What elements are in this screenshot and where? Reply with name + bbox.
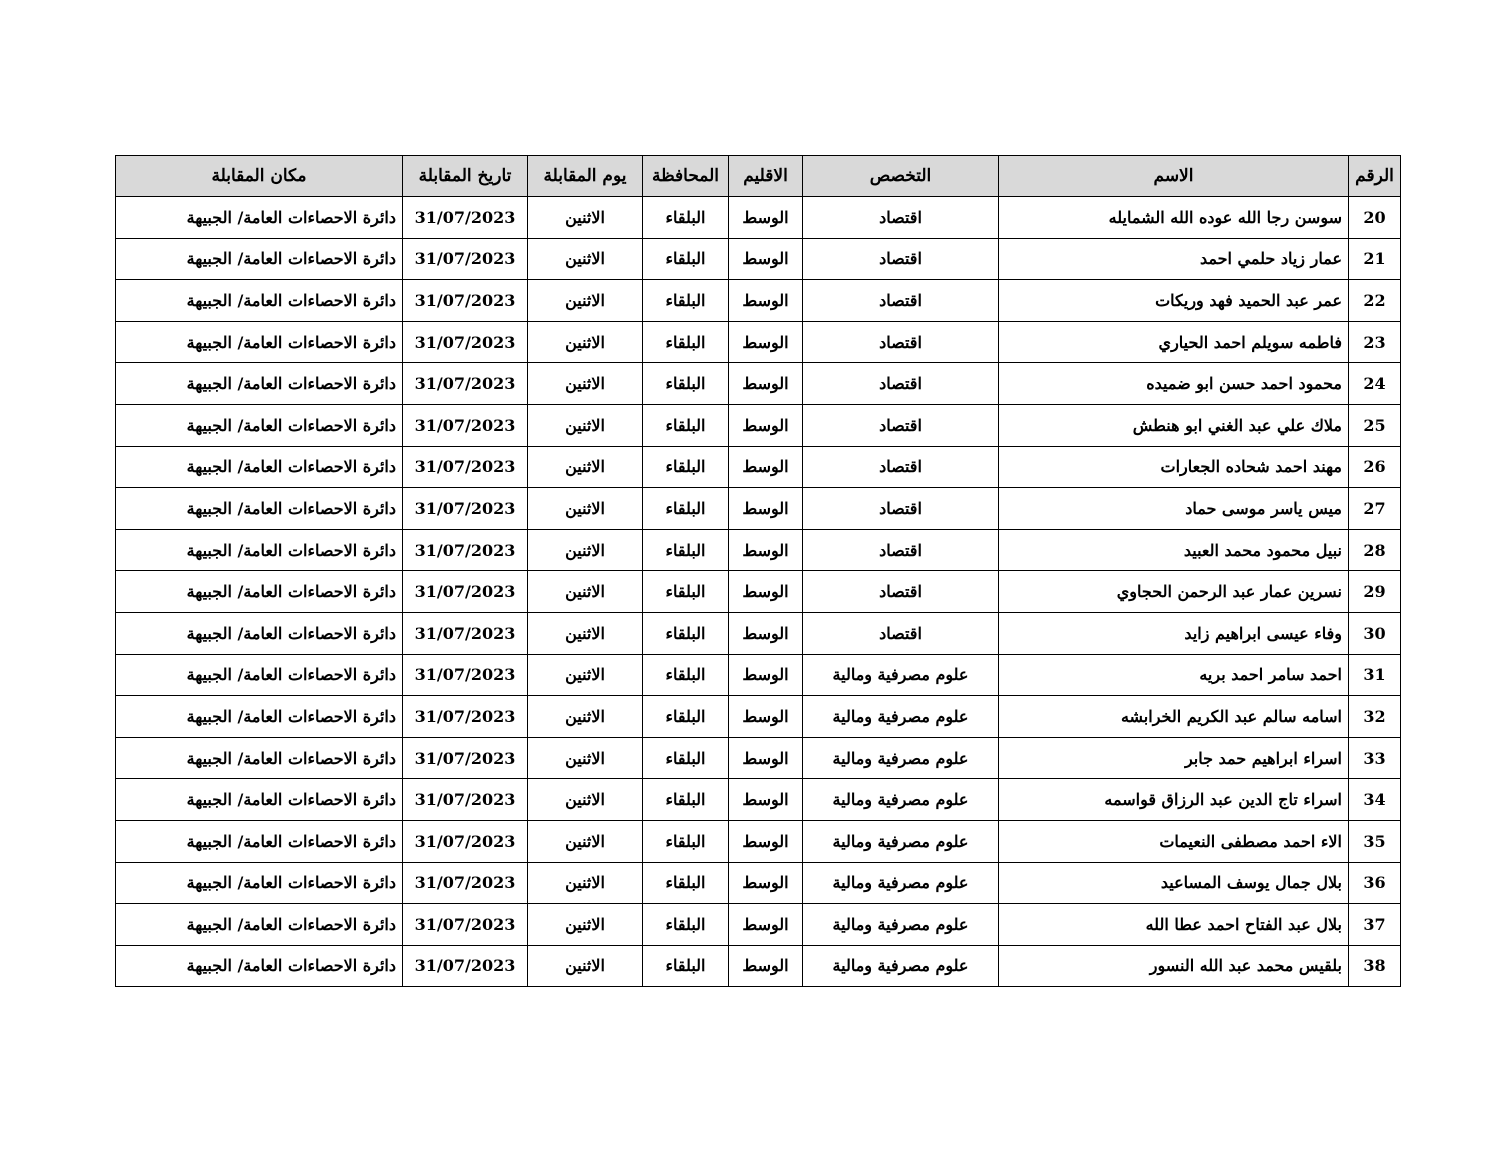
cell-governorate: البلقاء bbox=[643, 363, 729, 405]
table-row bbox=[116, 238, 1401, 280]
cell-governorate: البلقاء bbox=[643, 945, 729, 987]
cell-date: 31/07/2023 bbox=[403, 737, 528, 779]
cell-specialization: اقتصاد bbox=[803, 280, 999, 322]
table-row bbox=[116, 904, 1401, 946]
cell-region: الوسط bbox=[729, 488, 803, 530]
cell-region: الوسط bbox=[729, 904, 803, 946]
cell-date: 31/07/2023 bbox=[403, 904, 528, 946]
cell-date: 31/07/2023 bbox=[403, 321, 528, 363]
cell-place: دائرة الاحصاءات العامة/ الجبيهة bbox=[116, 363, 403, 405]
table-header-row bbox=[116, 156, 1401, 197]
table-row bbox=[116, 612, 1401, 654]
cell-name: محمود احمد حسن ابو ضميده bbox=[999, 363, 1349, 405]
cell-date: 31/07/2023 bbox=[403, 654, 528, 696]
cell-specialization: اقتصاد bbox=[803, 238, 999, 280]
cell-num: 27 bbox=[1349, 488, 1401, 530]
cell-day: الاثنين bbox=[528, 696, 643, 738]
cell-place: دائرة الاحصاءات العامة/ الجبيهة bbox=[116, 488, 403, 530]
cell-day: الاثنين bbox=[528, 737, 643, 779]
cell-date: 31/07/2023 bbox=[403, 238, 528, 280]
cell-region: الوسط bbox=[729, 571, 803, 613]
header-place: مكان المقابلة bbox=[116, 156, 403, 197]
cell-name: ملاك علي عبد الغني ابو هنطش bbox=[999, 404, 1349, 446]
cell-num: 23 bbox=[1349, 321, 1401, 363]
cell-specialization: علوم مصرفية ومالية bbox=[803, 654, 999, 696]
cell-region: الوسط bbox=[729, 404, 803, 446]
cell-date: 31/07/2023 bbox=[403, 820, 528, 862]
cell-day: الاثنين bbox=[528, 488, 643, 530]
cell-day: الاثنين bbox=[528, 197, 643, 239]
cell-num: 21 bbox=[1349, 238, 1401, 280]
cell-name: الاء احمد مصطفى النعيمات bbox=[999, 820, 1349, 862]
cell-place: دائرة الاحصاءات العامة/ الجبيهة bbox=[116, 197, 403, 239]
cell-name: بلقيس محمد عبد الله النسور bbox=[999, 945, 1349, 987]
cell-name: اسراء تاج الدين عبد الرزاق قواسمه bbox=[999, 779, 1349, 821]
cell-day: الاثنين bbox=[528, 571, 643, 613]
cell-region: الوسط bbox=[729, 197, 803, 239]
cell-specialization: اقتصاد bbox=[803, 446, 999, 488]
cell-place: دائرة الاحصاءات العامة/ الجبيهة bbox=[116, 612, 403, 654]
cell-region: الوسط bbox=[729, 654, 803, 696]
cell-day: الاثنين bbox=[528, 945, 643, 987]
cell-num: 20 bbox=[1349, 197, 1401, 239]
cell-date: 31/07/2023 bbox=[403, 197, 528, 239]
cell-day: الاثنين bbox=[528, 820, 643, 862]
cell-specialization: علوم مصرفية ومالية bbox=[803, 737, 999, 779]
cell-day: الاثنين bbox=[528, 446, 643, 488]
cell-name: بلال عبد الفتاح احمد عطا الله bbox=[999, 904, 1349, 946]
cell-day: الاثنين bbox=[528, 321, 643, 363]
cell-region: الوسط bbox=[729, 779, 803, 821]
cell-specialization: اقتصاد bbox=[803, 571, 999, 613]
cell-governorate: البلقاء bbox=[643, 529, 729, 571]
cell-governorate: البلقاء bbox=[643, 904, 729, 946]
cell-specialization: علوم مصرفية ومالية bbox=[803, 945, 999, 987]
cell-name: نسرين عمار عبد الرحمن الحجاوي bbox=[999, 571, 1349, 613]
header-num: الرقم bbox=[1349, 156, 1401, 197]
cell-name: فاطمه سويلم احمد الحياري bbox=[999, 321, 1349, 363]
cell-place: دائرة الاحصاءات العامة/ الجبيهة bbox=[116, 321, 403, 363]
cell-date: 31/07/2023 bbox=[403, 529, 528, 571]
cell-governorate: البلقاء bbox=[643, 820, 729, 862]
header-day: يوم المقابلة bbox=[528, 156, 643, 197]
cell-place: دائرة الاحصاءات العامة/ الجبيهة bbox=[116, 404, 403, 446]
cell-governorate: البلقاء bbox=[643, 446, 729, 488]
cell-name: نبيل محمود محمد العبيد bbox=[999, 529, 1349, 571]
cell-place: دائرة الاحصاءات العامة/ الجبيهة bbox=[116, 904, 403, 946]
cell-day: الاثنين bbox=[528, 654, 643, 696]
table-row bbox=[116, 945, 1401, 987]
cell-day: الاثنين bbox=[528, 779, 643, 821]
cell-day: الاثنين bbox=[528, 280, 643, 322]
cell-place: دائرة الاحصاءات العامة/ الجبيهة bbox=[116, 654, 403, 696]
cell-date: 31/07/2023 bbox=[403, 488, 528, 530]
cell-place: دائرة الاحصاءات العامة/ الجبيهة bbox=[116, 696, 403, 738]
cell-num: 33 bbox=[1349, 737, 1401, 779]
cell-name: بلال جمال يوسف المساعيد bbox=[999, 862, 1349, 904]
header-name: الاسم bbox=[999, 156, 1349, 197]
cell-specialization: اقتصاد bbox=[803, 197, 999, 239]
cell-region: الوسط bbox=[729, 820, 803, 862]
cell-num: 30 bbox=[1349, 612, 1401, 654]
cell-num: 28 bbox=[1349, 529, 1401, 571]
cell-name: احمد سامر احمد بريه bbox=[999, 654, 1349, 696]
cell-governorate: البلقاء bbox=[643, 654, 729, 696]
table-row bbox=[116, 488, 1401, 530]
cell-date: 31/07/2023 bbox=[403, 280, 528, 322]
cell-region: الوسط bbox=[729, 238, 803, 280]
cell-region: الوسط bbox=[729, 280, 803, 322]
cell-region: الوسط bbox=[729, 696, 803, 738]
cell-place: دائرة الاحصاءات العامة/ الجبيهة bbox=[116, 529, 403, 571]
cell-specialization: اقتصاد bbox=[803, 321, 999, 363]
table-row bbox=[116, 820, 1401, 862]
cell-region: الوسط bbox=[729, 737, 803, 779]
cell-place: دائرة الاحصاءات العامة/ الجبيهة bbox=[116, 737, 403, 779]
cell-place: دائرة الاحصاءات العامة/ الجبيهة bbox=[116, 820, 403, 862]
cell-date: 31/07/2023 bbox=[403, 404, 528, 446]
cell-governorate: البلقاء bbox=[643, 404, 729, 446]
cell-day: الاثنين bbox=[528, 904, 643, 946]
table-body bbox=[116, 197, 1401, 987]
cell-specialization: علوم مصرفية ومالية bbox=[803, 904, 999, 946]
cell-specialization: اقتصاد bbox=[803, 404, 999, 446]
interview-schedule-table bbox=[115, 155, 1401, 987]
cell-place: دائرة الاحصاءات العامة/ الجبيهة bbox=[116, 238, 403, 280]
cell-place: دائرة الاحصاءات العامة/ الجبيهة bbox=[116, 280, 403, 322]
cell-place: دائرة الاحصاءات العامة/ الجبيهة bbox=[116, 446, 403, 488]
table-row bbox=[116, 363, 1401, 405]
cell-specialization: علوم مصرفية ومالية bbox=[803, 779, 999, 821]
cell-region: الوسط bbox=[729, 446, 803, 488]
cell-governorate: البلقاء bbox=[643, 571, 729, 613]
cell-name: سوسن رجا الله عوده الله الشمايله bbox=[999, 197, 1349, 239]
cell-name: اسامه سالم عبد الكريم الخرابشه bbox=[999, 696, 1349, 738]
cell-governorate: البلقاء bbox=[643, 862, 729, 904]
cell-specialization: اقتصاد bbox=[803, 363, 999, 405]
cell-date: 31/07/2023 bbox=[403, 571, 528, 613]
cell-name: عمار زياد حلمي احمد bbox=[999, 238, 1349, 280]
cell-num: 22 bbox=[1349, 280, 1401, 322]
cell-specialization: اقتصاد bbox=[803, 529, 999, 571]
cell-governorate: البلقاء bbox=[643, 321, 729, 363]
cell-date: 31/07/2023 bbox=[403, 612, 528, 654]
cell-name: عمر عبد الحميد فهد وريكات bbox=[999, 280, 1349, 322]
cell-region: الوسط bbox=[729, 529, 803, 571]
cell-num: 37 bbox=[1349, 904, 1401, 946]
cell-governorate: البلقاء bbox=[643, 280, 729, 322]
cell-day: الاثنين bbox=[528, 363, 643, 405]
table-row bbox=[116, 321, 1401, 363]
cell-num: 38 bbox=[1349, 945, 1401, 987]
cell-day: الاثنين bbox=[528, 529, 643, 571]
cell-num: 25 bbox=[1349, 404, 1401, 446]
cell-specialization: علوم مصرفية ومالية bbox=[803, 696, 999, 738]
cell-num: 29 bbox=[1349, 571, 1401, 613]
cell-num: 36 bbox=[1349, 862, 1401, 904]
cell-name: ميس ياسر موسى حماد bbox=[999, 488, 1349, 530]
cell-region: الوسط bbox=[729, 612, 803, 654]
header-specialization: التخصص bbox=[803, 156, 999, 197]
table-row bbox=[116, 280, 1401, 322]
cell-place: دائرة الاحصاءات العامة/ الجبيهة bbox=[116, 571, 403, 613]
cell-date: 31/07/2023 bbox=[403, 862, 528, 904]
table-row bbox=[116, 529, 1401, 571]
cell-num: 31 bbox=[1349, 654, 1401, 696]
cell-day: الاثنين bbox=[528, 238, 643, 280]
table-row bbox=[116, 446, 1401, 488]
cell-num: 26 bbox=[1349, 446, 1401, 488]
cell-num: 35 bbox=[1349, 820, 1401, 862]
cell-name: مهند احمد شحاده الجعارات bbox=[999, 446, 1349, 488]
table-row bbox=[116, 696, 1401, 738]
cell-governorate: البلقاء bbox=[643, 238, 729, 280]
cell-day: الاثنين bbox=[528, 862, 643, 904]
table-row bbox=[116, 404, 1401, 446]
table-row bbox=[116, 862, 1401, 904]
cell-governorate: البلقاء bbox=[643, 612, 729, 654]
cell-num: 32 bbox=[1349, 696, 1401, 738]
cell-specialization: اقتصاد bbox=[803, 612, 999, 654]
cell-specialization: علوم مصرفية ومالية bbox=[803, 862, 999, 904]
table-row bbox=[116, 779, 1401, 821]
cell-region: الوسط bbox=[729, 363, 803, 405]
cell-specialization: اقتصاد bbox=[803, 488, 999, 530]
cell-governorate: البلقاء bbox=[643, 696, 729, 738]
header-date: تاريخ المقابلة bbox=[403, 156, 528, 197]
cell-date: 31/07/2023 bbox=[403, 696, 528, 738]
cell-num: 24 bbox=[1349, 363, 1401, 405]
cell-region: الوسط bbox=[729, 945, 803, 987]
cell-governorate: البلقاء bbox=[643, 737, 729, 779]
table-row bbox=[116, 654, 1401, 696]
cell-governorate: البلقاء bbox=[643, 197, 729, 239]
cell-place: دائرة الاحصاءات العامة/ الجبيهة bbox=[116, 862, 403, 904]
cell-day: الاثنين bbox=[528, 612, 643, 654]
cell-name: وفاء عيسى ابراهيم زايد bbox=[999, 612, 1349, 654]
cell-day: الاثنين bbox=[528, 404, 643, 446]
cell-region: الوسط bbox=[729, 321, 803, 363]
cell-name: اسراء ابراهيم حمد جابر bbox=[999, 737, 1349, 779]
header-region: الاقليم bbox=[729, 156, 803, 197]
cell-date: 31/07/2023 bbox=[403, 446, 528, 488]
cell-place: دائرة الاحصاءات العامة/ الجبيهة bbox=[116, 779, 403, 821]
table-row bbox=[116, 571, 1401, 613]
cell-governorate: البلقاء bbox=[643, 779, 729, 821]
table-row bbox=[116, 197, 1401, 239]
cell-governorate: البلقاء bbox=[643, 488, 729, 530]
cell-date: 31/07/2023 bbox=[403, 363, 528, 405]
cell-num: 34 bbox=[1349, 779, 1401, 821]
header-governorate: المحافظة bbox=[643, 156, 729, 197]
cell-specialization: علوم مصرفية ومالية bbox=[803, 820, 999, 862]
table-row bbox=[116, 737, 1401, 779]
cell-date: 31/07/2023 bbox=[403, 779, 528, 821]
cell-date: 31/07/2023 bbox=[403, 945, 528, 987]
cell-place: دائرة الاحصاءات العامة/ الجبيهة bbox=[116, 945, 403, 987]
cell-region: الوسط bbox=[729, 862, 803, 904]
